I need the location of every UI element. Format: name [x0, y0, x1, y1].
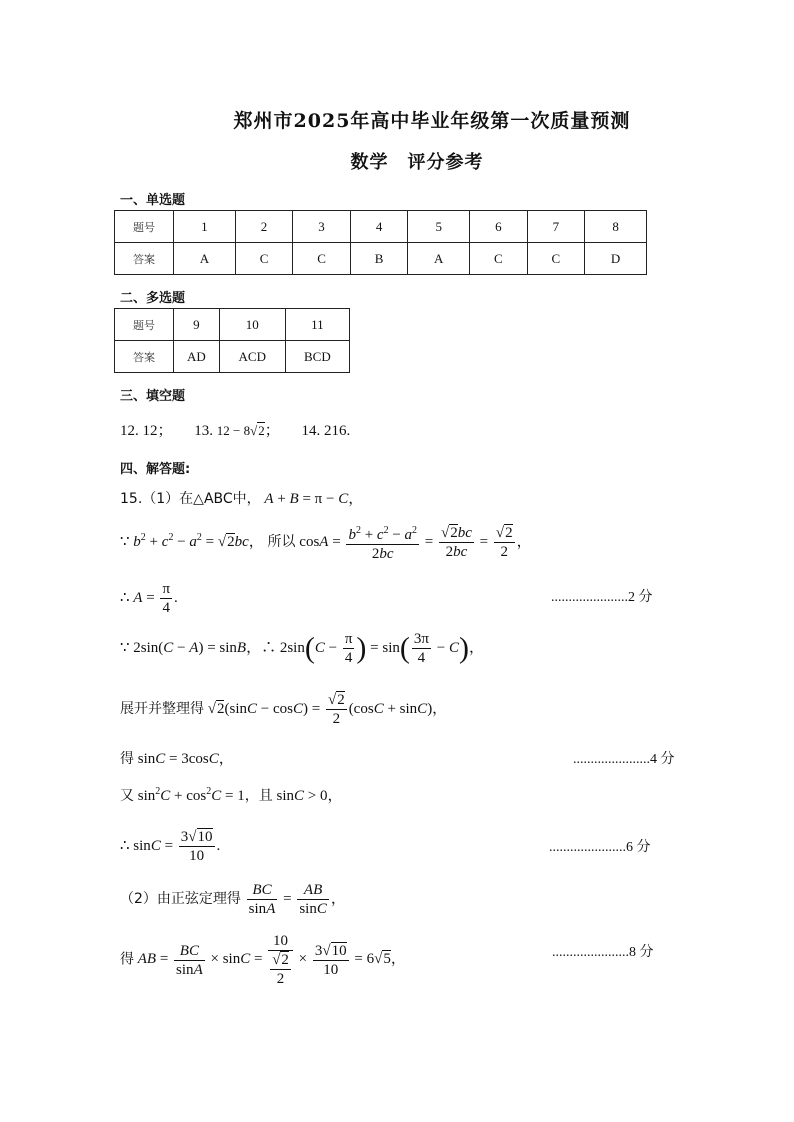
question-number: 2	[235, 211, 293, 243]
question-number: 3	[293, 211, 351, 243]
row-label: 题号	[115, 211, 174, 243]
question-number: 6	[470, 211, 528, 243]
section-heading-fill-blank: 三、填空题	[120, 389, 186, 404]
question-number: 10	[219, 309, 285, 341]
answer-q14: 14. 216.	[301, 423, 351, 439]
math-expression: $\sin^2C + \cos^2C = 1$	[137, 786, 245, 804]
answer-cell: C	[470, 243, 528, 275]
question-number: 5	[408, 211, 470, 243]
answer-cell: C	[293, 243, 351, 275]
answer-q13-value: 12 − 8	[216, 423, 251, 438]
question-number: 9	[174, 309, 220, 341]
score-marker: ......................4 分	[573, 752, 675, 767]
solution-text: （2）由正弦定理得	[120, 890, 241, 907]
math-expression: √2(sinC − cosC) = $\frac{√2}{2}$ (cosC + sinC)，	[207, 692, 448, 727]
solution-text: 又	[120, 788, 134, 804]
math-expression: sinC > 0，	[276, 788, 343, 804]
question-number: 4	[350, 211, 408, 243]
answer-cell: A	[174, 243, 236, 275]
table-row	[115, 211, 647, 243]
score-marker: ......................8 分	[552, 945, 654, 960]
row-label: 答案	[115, 243, 174, 275]
solution-line-8	[120, 828, 220, 865]
table-row	[115, 309, 350, 341]
solution-text: 展开并整理得	[120, 700, 204, 717]
row-label: 答案	[115, 341, 174, 373]
document-subtitle: 数学 评分参考	[350, 152, 484, 173]
answer-cell: D	[585, 243, 647, 275]
solution-text: 15.（1）在△ABC中，	[120, 491, 261, 507]
section-heading-solutions: 四、解答题:	[120, 462, 191, 477]
answer-cell: ACD	[219, 341, 285, 373]
solution-line-10	[120, 932, 406, 988]
math-expression: ∴ sinC = $\frac{3√10}{10}$ .	[120, 829, 221, 864]
solution-text: ，且	[244, 788, 273, 804]
fill-blank-answers: 12. 12； 13. 12 − 8√2； 14. 216.	[120, 423, 351, 439]
multiple-choice-answer-table	[114, 308, 350, 373]
answer-cell: B	[350, 243, 408, 275]
answer-q13-radicand: 2	[258, 423, 265, 438]
score-marker: ......................6 分	[549, 840, 651, 855]
solution-text: 得	[120, 751, 134, 767]
answer-cell: BCD	[285, 341, 349, 373]
solution-text: 所以	[267, 533, 296, 550]
answer-cell: C	[235, 243, 293, 275]
answer-cell: A	[408, 243, 470, 275]
solution-line-9	[120, 881, 346, 918]
answer-cell: C	[527, 243, 585, 275]
solution-line-5	[120, 691, 447, 728]
solution-line-4	[120, 630, 484, 667]
math-expression: ∵ 2sin(C − A) = sinB，∴ 2sin(C − $\frac{\pi}{4}$ ) = sin( $\frac{3\pi}{4}$ − C)，	[120, 631, 484, 666]
answer-cell: AD	[174, 341, 220, 373]
solution-line-6	[120, 747, 234, 768]
question-number: 1	[174, 211, 236, 243]
question-number: 7	[527, 211, 585, 243]
answer-q12: 12. 12；	[120, 423, 173, 439]
math-expression: AB = $\frac{BC}{\sin A}$ × sinC = $\frac{10}{\frac{√2}{2}}$ × $\frac{3√10}{10}$ = 6√5，	[137, 933, 406, 987]
question-number: 11	[285, 309, 349, 341]
math-expression: ∴ A = $\frac{\pi}{4}$ .	[120, 581, 178, 616]
answer-q13-suffix: ；	[264, 423, 280, 439]
answer-q13-label: 13.	[194, 423, 214, 439]
solution-line-7	[120, 784, 342, 805]
single-choice-answer-table	[114, 210, 647, 275]
math-expression: A + B = π − C，	[264, 491, 364, 507]
solution-text: 得	[120, 951, 134, 968]
solution-line-1	[120, 487, 363, 508]
math-expression: sinC = 3cosC，	[137, 751, 234, 767]
table-row	[115, 341, 350, 373]
solution-line-3	[120, 580, 178, 617]
score-marker: ......................2 分	[551, 590, 653, 605]
table-row	[115, 243, 647, 275]
document-title: 郑州市2025年高中毕业年级第一次质量预测	[233, 110, 631, 132]
row-label: 题号	[115, 309, 174, 341]
solution-line-2	[120, 522, 532, 563]
math-expression: ∵ $b^2 + c^2 - a^2 = √2bc$，	[120, 531, 264, 550]
section-heading-single-choice: 一、单选题	[120, 193, 186, 208]
section-heading-multiple-choice: 二、多选题	[120, 291, 186, 306]
math-expression: $\frac{BC}{\sin A}$ = $\frac{AB}{\sin C}$ ，	[248, 882, 346, 917]
math-expression: cosA = $\frac{b^2 + c^2 - a^2}{2bc}$ = $\frac{√2bc}{2bc}$ = $\frac{√2}{2}$ ，	[299, 534, 531, 550]
question-number: 8	[585, 211, 647, 243]
